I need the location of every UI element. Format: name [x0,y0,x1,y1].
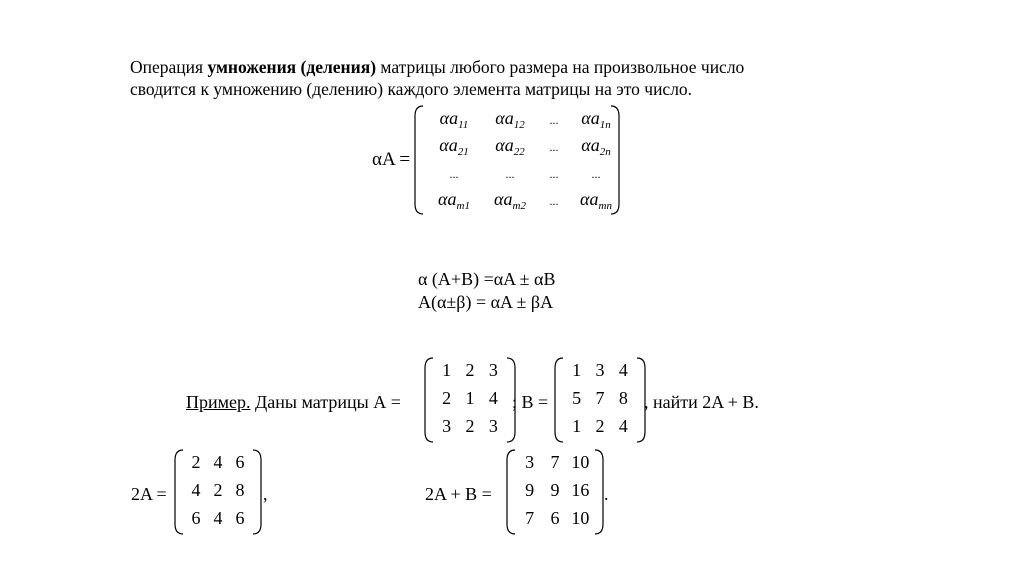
matrix-cell: 2 [465,360,475,380]
matrix-cell: 2 [465,416,475,436]
general-cell [539,189,569,211]
general-cell [539,135,569,157]
matrix-cell: 2 [442,388,452,408]
matrix-cell: 7 [595,388,605,408]
general-cell-main: ... [591,167,601,181]
result-tail-2: . [604,484,609,504]
matrix-cell: 6 [191,508,201,528]
general-cell [427,189,481,216]
general-cell-subscript: mn [598,200,612,212]
example-intro [186,391,401,413]
matrix-cell: 4 [213,452,223,472]
left-bracket [505,448,517,536]
matrix-cell: 6 [235,508,245,528]
general-cell-subscript: 22 [513,146,525,158]
matrix-2a [173,448,263,536]
matrix-cell: 9 [525,480,535,500]
matrix-cell: 3 [442,416,452,436]
matrix-cell: 10 [571,452,590,472]
general-cell-main: αa [439,108,459,128]
matrix-cell: 1 [442,360,452,380]
intro-lead: Операция [130,57,208,77]
general-cell-main: ... [549,194,559,208]
matrix-b [553,356,647,444]
matrix-cell: 4 [618,360,628,380]
general-cell [573,135,619,162]
intro-bold: умножения (деления) [207,57,377,77]
matrix-a [423,356,517,444]
general-cell-main: αa [438,189,457,209]
result-lhs-1: 2A = [131,484,167,504]
intro-rest: матрицы любого размера на произвольное число [376,57,745,77]
left-bracket [173,448,185,536]
matrix-cell: 7 [525,508,535,528]
left-bracket [423,356,435,444]
matrix-cell: 6 [550,508,560,528]
result-lhs-2: 2A + B = [425,484,492,504]
left-bracket [553,356,565,444]
example-task: , найти 2A + B. [644,392,759,412]
result-tail-1: , [263,484,268,504]
matrix-cell: 1 [572,416,582,436]
general-cell [427,162,481,184]
matrix-cell: 6 [235,452,245,472]
general-cell-main: ... [549,140,559,154]
general-cell [427,108,481,135]
general-cell-main: αa [494,189,513,209]
matrix-cell: 1 [465,388,475,408]
matrix-cell: 3 [488,360,498,380]
matrix-cell: 2 [191,452,201,472]
general-cell-main: ... [549,167,559,181]
matrix-cell: 3 [488,416,498,436]
general-cell [573,108,619,135]
example-text: Даны матрицы А = [250,392,401,412]
matrix-cell: 1 [572,360,582,380]
matrix-cell: 16 [571,480,590,500]
general-cell [483,189,537,216]
general-cell-subscript: m1 [456,200,470,212]
matrix-2a-plus-b [505,448,605,536]
matrix-cell: 7 [550,452,560,472]
general-cell-main: αa [581,135,600,155]
general-cell [483,162,537,184]
general-cell [539,162,569,184]
matrix-cell: 4 [618,416,628,436]
general-cell-main: αa [495,135,514,155]
general-cell [573,189,619,216]
left-bracket [413,104,425,216]
formula-1: α (A+B) =αA ± αB [418,269,556,289]
general-cell-subscript: 1n [599,119,611,131]
example-sep: ; B = [512,392,549,412]
general-cell-main: αa [581,108,600,128]
general-cell [427,135,481,162]
general-cell [573,162,619,184]
right-bracket [251,448,263,536]
general-cell [483,108,537,135]
example-label: Пример. [186,392,251,412]
general-lhs: αA = [372,149,411,170]
general-cell-main: αa [580,189,599,209]
general-cell-subscript: 21 [457,146,469,158]
general-cell-main: αa [495,108,514,128]
general-cell-subscript: 12 [513,119,525,131]
intro-paragraph [130,56,866,100]
general-cell-main: ... [449,167,459,181]
matrix-cell: 4 [488,388,498,408]
formula-2: A(α±β) = αA ± βA [418,292,554,312]
matrix-cell: 2 [213,480,223,500]
matrix-cell: 9 [550,480,560,500]
matrix-cell: 3 [595,360,605,380]
matrix-cell: 5 [572,388,582,408]
general-cell-main: ... [549,113,559,127]
general-matrix [413,104,621,216]
general-cell [539,108,569,130]
general-cell-main: αa [439,135,458,155]
general-cell-subscript: 11 [458,119,469,131]
matrix-cell: 3 [525,452,535,472]
general-cell-subscript: 2n [599,146,611,158]
matrix-cell: 8 [618,388,628,408]
general-cell-main: ... [505,167,515,181]
matrix-cell: 10 [571,508,590,528]
general-cell [483,135,537,162]
matrix-cell: 4 [213,508,223,528]
matrix-cell: 8 [235,480,245,500]
intro-line2: сводится к умножению (делению) каждого элемента матрицы на это число. [130,79,693,99]
matrix-cell: 2 [595,416,605,436]
general-cell-subscript: m2 [512,200,526,212]
matrix-cell: 4 [191,480,201,500]
